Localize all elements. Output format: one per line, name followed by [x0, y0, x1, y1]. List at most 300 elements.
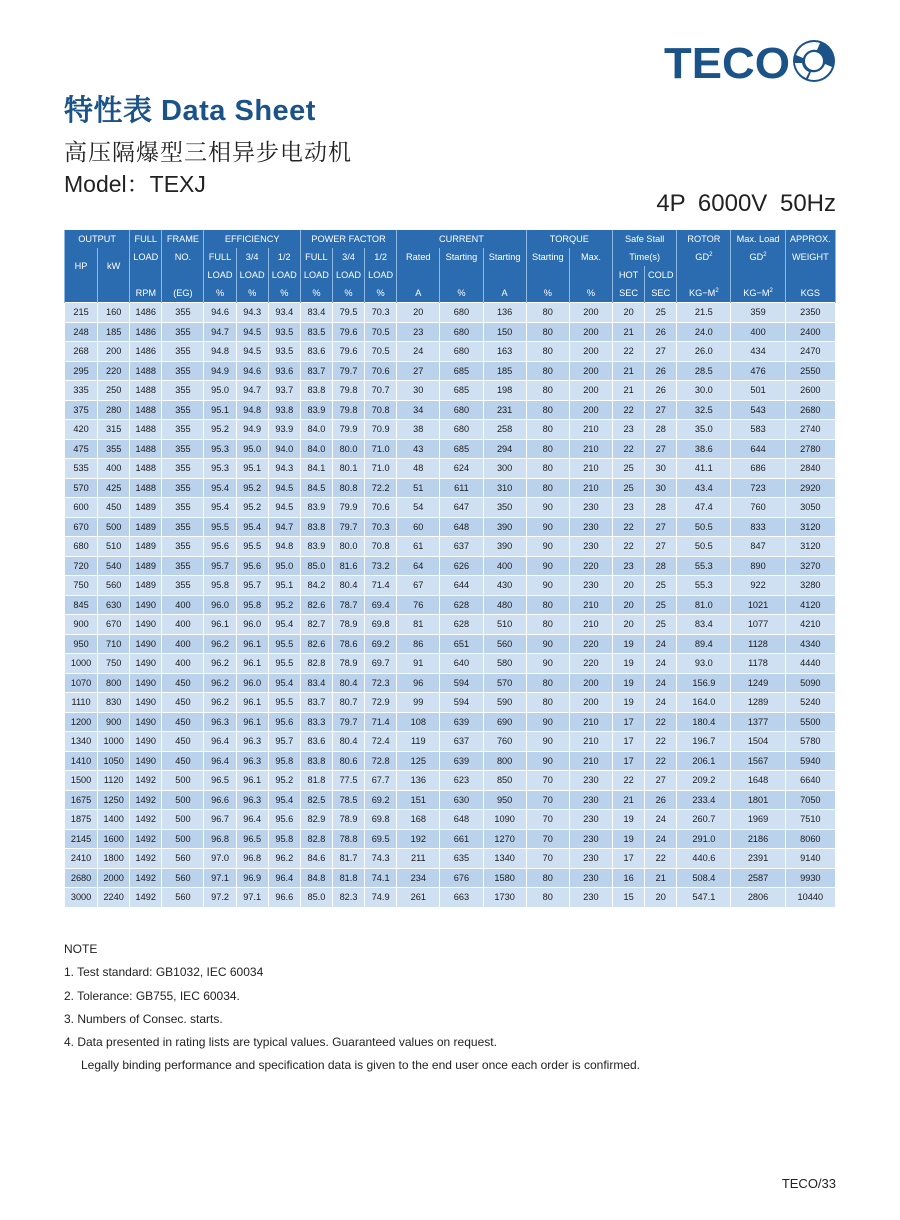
unit-kgm: $KG-M^2$: [731, 284, 785, 303]
table-cell: 95.1: [204, 400, 236, 420]
table-cell: 80.4: [332, 673, 364, 693]
table-cell: 210: [569, 420, 612, 440]
table-cell: 48: [397, 459, 440, 479]
table-cell: 626: [440, 556, 483, 576]
table-cell: 2680: [65, 868, 98, 888]
table-cell: 500: [162, 810, 204, 830]
table-cell: 69.4: [365, 595, 397, 615]
table-cell: 637: [440, 732, 483, 752]
table-cell: 85.0: [300, 556, 332, 576]
table-cell: 760: [483, 732, 526, 752]
table-cell: 80: [526, 459, 569, 479]
unit-pct: %: [526, 284, 569, 303]
table-cell: 1050: [98, 751, 130, 771]
table-cell: 80: [526, 615, 569, 635]
table-cell: 210: [569, 615, 612, 635]
table-cell: 17: [613, 732, 645, 752]
table-row: [65, 732, 836, 752]
table-cell: 15: [613, 888, 645, 908]
table-cell: 200: [569, 673, 612, 693]
table-cell: 30: [645, 478, 677, 498]
col-hp: HP: [65, 248, 98, 284]
table-cell: 220: [569, 556, 612, 576]
table-cell: 150: [483, 322, 526, 342]
table-cell: 230: [569, 829, 612, 849]
table-cell: 900: [65, 615, 98, 635]
table-cell: 27: [397, 361, 440, 381]
table-cell: 70: [526, 849, 569, 869]
table-cell: 96.8: [204, 829, 236, 849]
table-cell: 70.3: [365, 517, 397, 537]
table-cell: 80.0: [332, 537, 364, 557]
table-cell: 1270: [483, 829, 526, 849]
table-cell: 800: [483, 751, 526, 771]
table-cell: 90: [526, 537, 569, 557]
table-cell: 84.2: [300, 576, 332, 596]
table-row: [65, 615, 836, 635]
table-cell: 83.7: [300, 361, 332, 381]
unit-pct: %: [365, 284, 397, 303]
table-cell: 69.2: [365, 634, 397, 654]
table-row: [65, 400, 836, 420]
teco-logo: [664, 38, 836, 84]
table-cell: 2740: [785, 420, 835, 440]
table-cell: 1377: [731, 712, 785, 732]
table-cell: 685: [440, 381, 483, 401]
table-cell: 1504: [731, 732, 785, 752]
table-cell: 845: [65, 595, 98, 615]
table-cell: 663: [440, 888, 483, 908]
table-cell: 1730: [483, 888, 526, 908]
table-cell: 355: [162, 556, 204, 576]
table-cell: 355: [98, 439, 130, 459]
table-cell: 1490: [130, 751, 162, 771]
table-cell: 500: [162, 790, 204, 810]
table-cell: 90: [526, 556, 569, 576]
unit-a: A: [397, 284, 440, 303]
table-cell: 79.7: [332, 361, 364, 381]
col-torque-starting: Starting: [526, 248, 569, 266]
table-cell: 1000: [98, 732, 130, 752]
table-cell: 628: [440, 595, 483, 615]
table-cell: 95.4: [268, 790, 300, 810]
table-cell: 680: [440, 303, 483, 323]
table-cell: 560: [98, 576, 130, 596]
table-cell: 355: [162, 303, 204, 323]
col-time: Time(s): [613, 248, 677, 266]
table-cell: 19: [613, 693, 645, 713]
table-cell: 644: [731, 439, 785, 459]
table-cell: 250: [98, 381, 130, 401]
table-cell: 95.5: [268, 634, 300, 654]
table-cell: 1090: [483, 810, 526, 830]
table-cell: 94.6: [204, 303, 236, 323]
table-row: [65, 459, 836, 479]
table-cell: 200: [569, 303, 612, 323]
table-cell: 2550: [785, 361, 835, 381]
table-cell: 79.7: [332, 712, 364, 732]
table-cell: 5090: [785, 673, 835, 693]
table-cell: 21: [613, 322, 645, 342]
table-cell: 93.6: [268, 361, 300, 381]
table-cell: 96.4: [204, 751, 236, 771]
table-cell: 95.0: [268, 556, 300, 576]
table-cell: 830: [98, 693, 130, 713]
col-hot: HOT: [613, 266, 645, 284]
table-cell: 95.0: [236, 439, 268, 459]
table-cell: 17: [613, 849, 645, 869]
unit-kgs: KGS: [785, 284, 835, 303]
table-cell: 400: [162, 634, 204, 654]
page-number: TECO/33: [781, 1176, 836, 1191]
table-cell: 55.3: [677, 556, 731, 576]
table-cell: 680: [440, 322, 483, 342]
table-cell: 25: [613, 478, 645, 498]
table-cell: 1490: [130, 634, 162, 654]
table-row: [65, 888, 836, 908]
logo-text: TECO: [664, 39, 790, 84]
table-cell: 72.3: [365, 673, 397, 693]
col-rotor: ROTOR: [677, 230, 731, 248]
table-cell: 26: [645, 361, 677, 381]
table-cell: 1500: [65, 771, 98, 791]
table-cell: 70: [526, 790, 569, 810]
table-cell: 83.9: [300, 400, 332, 420]
table-cell: 2391: [731, 849, 785, 869]
table-cell: 647: [440, 498, 483, 518]
table-cell: 96.7: [204, 810, 236, 830]
table-cell: 80: [526, 693, 569, 713]
col-gd2: $GD^2$: [731, 248, 785, 266]
table-cell: 1489: [130, 498, 162, 518]
table-cell: 1490: [130, 693, 162, 713]
table-cell: 83.8: [300, 381, 332, 401]
table-cell: 560: [483, 634, 526, 654]
col-weight: WEIGHT: [785, 248, 835, 266]
table-cell: 136: [397, 771, 440, 791]
table-cell: 82.9: [300, 810, 332, 830]
unit-a: A: [483, 284, 526, 303]
table-cell: 1490: [130, 595, 162, 615]
table-cell: 2680: [785, 400, 835, 420]
table-cell: 81.8: [300, 771, 332, 791]
table-row: [65, 595, 836, 615]
table-cell: 81.8: [332, 868, 364, 888]
table-cell: 78.8: [332, 829, 364, 849]
table-cell: 96.0: [236, 673, 268, 693]
table-cell: 19: [613, 673, 645, 693]
col-frame: FRAME: [162, 230, 204, 248]
table-cell: 70: [526, 810, 569, 830]
table-cell: 69.2: [365, 790, 397, 810]
table-cell: 400: [731, 322, 785, 342]
table-cell: 94.8: [268, 537, 300, 557]
table-cell: 19: [613, 654, 645, 674]
table-cell: 1120: [98, 771, 130, 791]
col-eff-full: FULL: [204, 248, 236, 266]
table-cell: 375: [65, 400, 98, 420]
table-cell: 23: [613, 498, 645, 518]
table-cell: 560: [162, 868, 204, 888]
table-cell: 210: [569, 459, 612, 479]
table-cell: 43.4: [677, 478, 731, 498]
table-cell: 1340: [483, 849, 526, 869]
col-pf-12: 1/2: [365, 248, 397, 266]
table-cell: 70: [526, 829, 569, 849]
table-cell: 72.2: [365, 478, 397, 498]
table-cell: 1875: [65, 810, 98, 830]
table-cell: 95.3: [204, 459, 236, 479]
table-cell: 95.4: [268, 673, 300, 693]
table-cell: 430: [483, 576, 526, 596]
table-cell: 450: [162, 673, 204, 693]
table-cell: 501: [731, 381, 785, 401]
table-cell: 1492: [130, 829, 162, 849]
table-cell: 90: [526, 751, 569, 771]
table-cell: 89.4: [677, 634, 731, 654]
table-cell: 6640: [785, 771, 835, 791]
unit-pct: %: [236, 284, 268, 303]
table-cell: 70.9: [365, 420, 397, 440]
table-row: [65, 342, 836, 362]
table-cell: 95.5: [268, 693, 300, 713]
table-row: [65, 478, 836, 498]
unit-sec: SEC: [613, 284, 645, 303]
table-cell: 96.6: [268, 888, 300, 908]
table-cell: 54: [397, 498, 440, 518]
table-cell: 96.4: [268, 868, 300, 888]
table-cell: 390: [483, 517, 526, 537]
table-cell: 160: [98, 303, 130, 323]
table-cell: 1600: [98, 829, 130, 849]
table-cell: 7050: [785, 790, 835, 810]
table-cell: 210: [569, 595, 612, 615]
col-load-3: LOAD: [236, 266, 268, 284]
table-cell: 35.0: [677, 420, 731, 440]
table-cell: 185: [98, 322, 130, 342]
table-cell: 27: [645, 537, 677, 557]
table-cell: 96.2: [268, 849, 300, 869]
table-cell: 685: [440, 439, 483, 459]
table-cell: 74.9: [365, 888, 397, 908]
table-cell: 96.2: [204, 634, 236, 654]
table-cell: 90: [526, 576, 569, 596]
table-cell: 80.4: [332, 576, 364, 596]
table-cell: 108: [397, 712, 440, 732]
table-cell: 210: [569, 751, 612, 771]
table-cell: 220: [569, 654, 612, 674]
table-cell: 3270: [785, 556, 835, 576]
unit-kgm: $KG-M^2$: [677, 284, 731, 303]
col-eff-12: 1/2: [268, 248, 300, 266]
table-cell: 1800: [98, 849, 130, 869]
table-cell: 1488: [130, 420, 162, 440]
table-cell: 420: [65, 420, 98, 440]
table-cell: 94.9: [236, 420, 268, 440]
table-cell: 96.0: [236, 615, 268, 635]
table-cell: 20: [613, 615, 645, 635]
table-cell: 38: [397, 420, 440, 440]
table-cell: 600: [65, 498, 98, 518]
table-cell: 50.5: [677, 537, 731, 557]
table-cell: 84.6: [300, 849, 332, 869]
table-cell: 560: [162, 888, 204, 908]
table-cell: 78.9: [332, 810, 364, 830]
table-cell: 96.3: [204, 712, 236, 732]
note-item: 3. Numbers of Consec. starts.: [64, 1011, 223, 1026]
table-cell: 720: [65, 556, 98, 576]
col-full: FULL: [130, 230, 162, 248]
table-cell: 94.5: [268, 498, 300, 518]
table-cell: 280: [98, 400, 130, 420]
table-cell: 500: [162, 771, 204, 791]
table-cell: 623: [440, 771, 483, 791]
table-cell: 72.9: [365, 693, 397, 713]
table-cell: 690: [483, 712, 526, 732]
table-cell: 570: [483, 673, 526, 693]
table-cell: 84.1: [300, 459, 332, 479]
table-cell: 95.2: [236, 478, 268, 498]
table-cell: 19: [613, 634, 645, 654]
table-cell: 78.7: [332, 595, 364, 615]
table-cell: 1969: [731, 810, 785, 830]
table-cell: 168: [397, 810, 440, 830]
table-cell: 96.4: [236, 810, 268, 830]
table-cell: 594: [440, 693, 483, 713]
table-cell: 680: [440, 400, 483, 420]
table-cell: 97.1: [236, 888, 268, 908]
data-sheet-table: [64, 230, 836, 908]
table-cell: 79.6: [332, 322, 364, 342]
table-cell: 27: [645, 400, 677, 420]
table-cell: 847: [731, 537, 785, 557]
table-cell: 96.1: [236, 634, 268, 654]
table-cell: 96.3: [236, 790, 268, 810]
table-cell: 74.3: [365, 849, 397, 869]
table-row: [65, 751, 836, 771]
table-cell: 94.7: [268, 517, 300, 537]
table-cell: 450: [98, 498, 130, 518]
table-cell: 233.4: [677, 790, 731, 810]
table-row: [65, 361, 836, 381]
table-cell: 200: [569, 322, 612, 342]
table-cell: 119: [397, 732, 440, 752]
table-cell: 425: [98, 478, 130, 498]
unit-rpm: RPM: [130, 284, 162, 303]
table-cell: 80: [526, 420, 569, 440]
table-cell: 80: [526, 381, 569, 401]
table-cell: 24: [645, 634, 677, 654]
table-cell: 22: [613, 342, 645, 362]
table-cell: 25: [645, 615, 677, 635]
table-cell: 1490: [130, 654, 162, 674]
table-cell: 50.5: [677, 517, 731, 537]
table-cell: 1340: [65, 732, 98, 752]
table-cell: 1490: [130, 673, 162, 693]
table-cell: 95.6: [268, 712, 300, 732]
table-cell: 95.4: [204, 498, 236, 518]
table-cell: 80.1: [332, 459, 364, 479]
col-kw: kW: [98, 248, 130, 284]
col-load-6: LOAD: [332, 266, 364, 284]
table-cell: 80: [526, 322, 569, 342]
table-cell: 97.1: [204, 868, 236, 888]
table-cell: 67.7: [365, 771, 397, 791]
table-cell: 84.8: [300, 868, 332, 888]
table-cell: 99: [397, 693, 440, 713]
table-cell: 1580: [483, 868, 526, 888]
note-item: 1. Test standard: GB1032, IEC 60034: [64, 965, 264, 980]
table-cell: 96.2: [204, 693, 236, 713]
table-cell: 508.4: [677, 868, 731, 888]
table-cell: 1675: [65, 790, 98, 810]
table-cell: 359: [731, 303, 785, 323]
table-cell: 230: [569, 537, 612, 557]
table-cell: 21: [613, 790, 645, 810]
col-safe-stall: Safe Stall: [613, 230, 677, 248]
table-cell: 230: [569, 517, 612, 537]
table-cell: 1492: [130, 771, 162, 791]
table-cell: 648: [440, 810, 483, 830]
table-cell: 95.1: [236, 459, 268, 479]
col-load-7: LOAD: [365, 266, 397, 284]
table-cell: 3050: [785, 498, 835, 518]
table-cell: 80.8: [332, 478, 364, 498]
table-cell: 5500: [785, 712, 835, 732]
table-cell: 24: [645, 810, 677, 830]
table-cell: 335: [65, 381, 98, 401]
table-cell: 72.4: [365, 732, 397, 752]
table-cell: 185: [483, 361, 526, 381]
table-cell: 90: [526, 712, 569, 732]
table-cell: 200: [569, 342, 612, 362]
table-cell: 25: [613, 459, 645, 479]
table-cell: 70.6: [365, 498, 397, 518]
table-cell: 355: [162, 537, 204, 557]
table-cell: 96.8: [236, 849, 268, 869]
notes-heading: NOTE: [64, 942, 98, 956]
table-cell: 38.6: [677, 439, 731, 459]
table-cell: 624: [440, 459, 483, 479]
table-cell: 1492: [130, 810, 162, 830]
table-cell: 355: [162, 420, 204, 440]
table-cell: 315: [98, 420, 130, 440]
table-cell: 639: [440, 751, 483, 771]
table-cell: 95.7: [204, 556, 236, 576]
table-cell: 83.9: [300, 498, 332, 518]
table-cell: 27: [645, 439, 677, 459]
table-cell: 1400: [98, 810, 130, 830]
table-cell: 1492: [130, 790, 162, 810]
table-cell: 81: [397, 615, 440, 635]
table-cell: 25: [645, 303, 677, 323]
table-cell: 21: [613, 381, 645, 401]
table-cell: 890: [731, 556, 785, 576]
table-cell: 686: [731, 459, 785, 479]
table-cell: 82.3: [332, 888, 364, 908]
table-cell: 24.0: [677, 322, 731, 342]
table-cell: 93.8: [268, 400, 300, 420]
col-power-factor: POWER FACTOR: [300, 230, 396, 248]
table-cell: 90: [526, 654, 569, 674]
table-cell: 1488: [130, 361, 162, 381]
table-cell: 440.6: [677, 849, 731, 869]
table-cell: 220: [569, 634, 612, 654]
table-cell: 1489: [130, 576, 162, 596]
table-cell: 230: [569, 576, 612, 596]
table-cell: 1492: [130, 888, 162, 908]
table-cell: 2000: [98, 868, 130, 888]
